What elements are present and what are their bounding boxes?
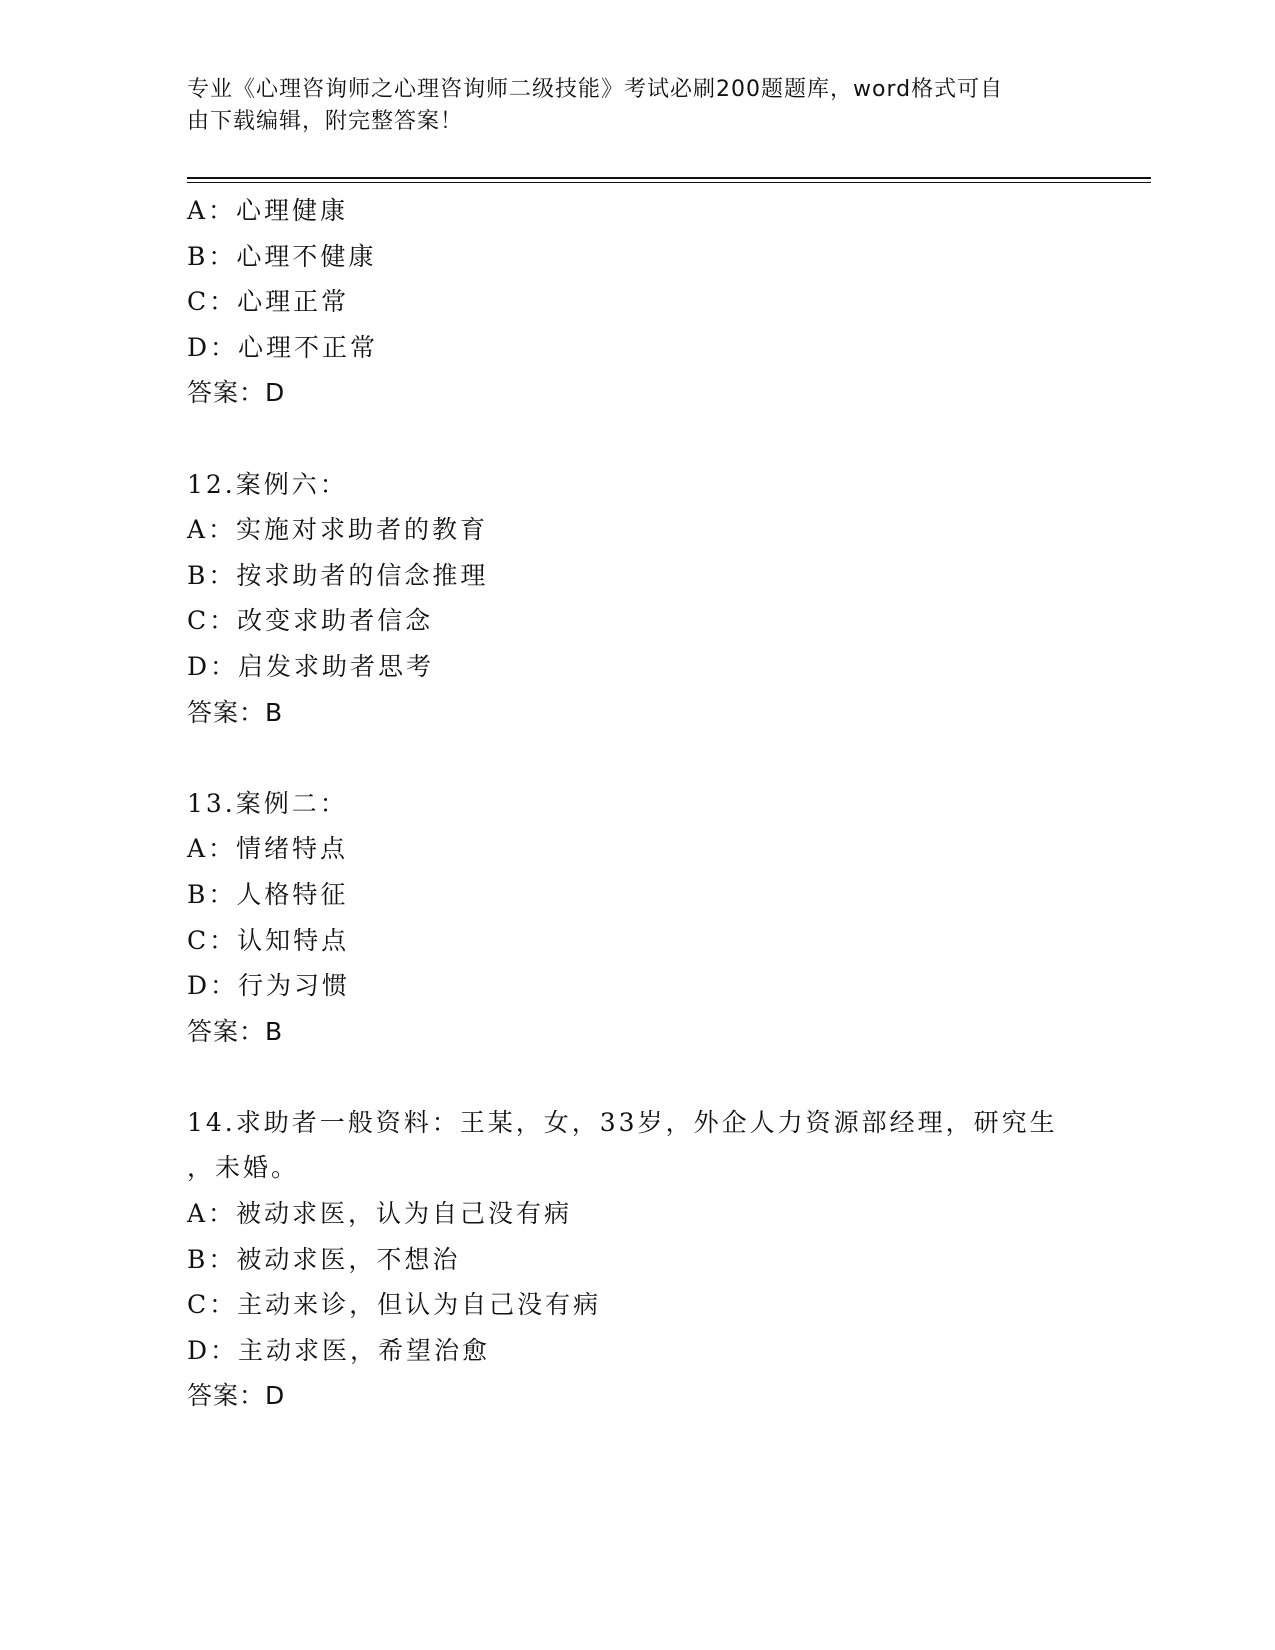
- question-13: [187, 781, 1087, 1055]
- option-b: B：按求助者的信念推理: [187, 560, 489, 590]
- header-rule-thick: [187, 177, 1151, 179]
- question-11: [187, 188, 1087, 416]
- spacer: [187, 416, 1087, 462]
- option-d: D：启发求助者思考: [187, 651, 435, 681]
- option-b: B：心理不健康: [187, 241, 377, 271]
- option-b: B：被动求医，不想治: [187, 1244, 461, 1274]
- option-a: A：被动求医，认为自己没有病: [187, 1199, 573, 1229]
- option-b: B：人格特征: [187, 879, 349, 909]
- header-rule-thin: [187, 182, 1151, 183]
- spacer: [187, 1054, 1087, 1100]
- document-header: [187, 74, 1067, 138]
- question-stem: 13.案例二：: [187, 788, 348, 818]
- header-line-2: 由下载编辑，附完整答案！: [187, 109, 464, 134]
- answer-line: 答案：B: [187, 1016, 284, 1046]
- question-list: [187, 188, 1087, 1419]
- option-a: A：情绪特点: [187, 834, 349, 864]
- question-stem-continued: ，未婚。: [187, 1153, 300, 1183]
- question-stem: 14.求助者一般资料：王某，女，33岁，外企人力资源部经理，研究生: [187, 1107, 1058, 1137]
- option-d: D：心理不正常: [187, 332, 379, 362]
- question-14: [187, 1100, 1087, 1419]
- question-stem: 12.案例六：: [187, 469, 348, 499]
- question-12: [187, 462, 1087, 736]
- spacer: [187, 735, 1087, 781]
- option-c: C：改变求助者信念: [187, 606, 434, 636]
- option-d: D：主动求医，希望治愈: [187, 1335, 491, 1365]
- option-d: D：行为习惯: [187, 971, 351, 1001]
- option-c: C：认知特点: [187, 925, 350, 955]
- option-a: A：心理健康: [187, 196, 349, 225]
- answer-line: 答案：D: [187, 1381, 286, 1411]
- option-a: A：实施对求助者的教育: [187, 515, 489, 545]
- answer-line: 答案：B: [187, 697, 284, 727]
- answer-line: 答案：D: [187, 378, 286, 408]
- option-c: C：主动来诊，但认为自己没有病: [187, 1290, 602, 1320]
- option-c: C：心理正常: [187, 287, 350, 317]
- header-line-1: 专业《心理咨询师之心理咨询师二级技能》考试必刷200题题库，word格式可自: [187, 77, 1004, 102]
